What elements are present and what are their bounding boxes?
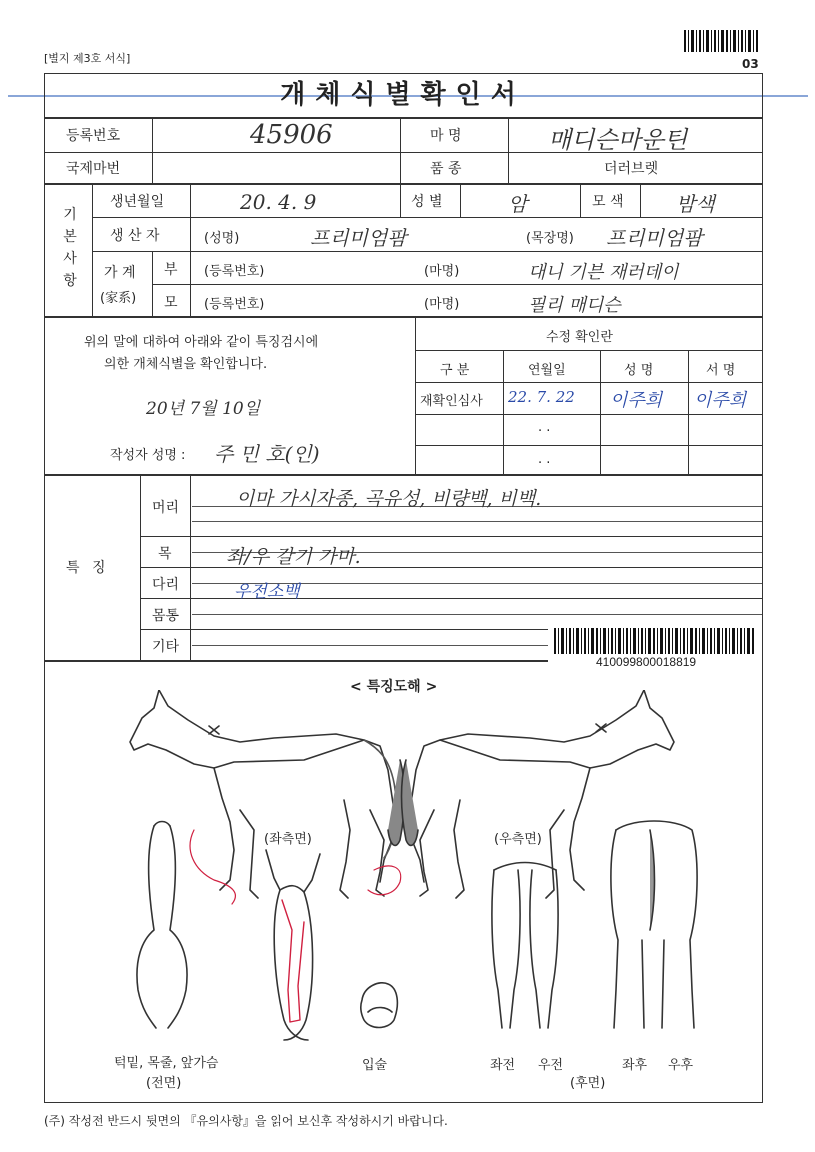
reg-no-value: 45906 <box>250 120 333 150</box>
horse-diagram <box>44 690 762 1100</box>
form-note: [별지 제3호 서식] <box>44 52 131 65</box>
sire-name-label: (마명) <box>424 264 460 279</box>
dam-reg-label: (등록번호) <box>204 297 265 312</box>
lips-icon <box>361 983 398 1028</box>
revision-row1-date: 22. 7. 22 <box>508 388 575 406</box>
head-value: 이마 가시자종, 곡유성, 비량백, 비백. <box>236 488 542 510</box>
statement-line1: 위의 말에 대하여 아래와 같이 특징검시에 <box>84 335 319 350</box>
dam-name-label: (마명) <box>424 297 460 312</box>
features-section-label: 특 징 <box>66 560 110 576</box>
revision-header-sign: 서 명 <box>706 363 736 378</box>
birth-label: 생년월일 <box>110 194 165 210</box>
front-sub-caption: (전면) <box>146 1076 182 1091</box>
farm-value: 프리미엄팜 <box>606 226 703 250</box>
breed-value: 더러브렛 <box>604 161 659 177</box>
front-caption: 턱밑, 목줄, 앞가슴 <box>114 1056 219 1071</box>
revision-row1-name: 이주희 <box>610 390 663 411</box>
farm-label: (목장명) <box>526 231 574 246</box>
diagram-title: < 특징도해 > <box>350 679 438 695</box>
dam-label: 모 <box>164 295 178 311</box>
other-label: 기타 <box>152 639 180 655</box>
page-number: 03 <box>742 57 759 71</box>
sire-reg-label: (등록번호) <box>204 264 265 279</box>
revision-header-name: 성 명 <box>624 363 654 378</box>
left-side-caption: (좌측면) <box>264 832 312 847</box>
right-hind-caption: 우후 <box>668 1058 694 1073</box>
sex-label: 성 별 <box>411 194 443 210</box>
producer-name-value: 프리미엄팜 <box>310 226 407 250</box>
body-label: 몸통 <box>152 608 180 624</box>
sire-name-value: 대니 기븐 재러데이 <box>528 262 679 283</box>
lips-caption: 입술 <box>362 1058 388 1073</box>
legs-label: 다리 <box>152 577 180 593</box>
revision-title: 수정 확인란 <box>546 330 613 345</box>
horse-name-value: 매디슨마운틴 <box>548 126 688 154</box>
writer-signature: 주 민 호(인) <box>214 442 320 466</box>
revision-header-type: 구 분 <box>440 363 470 378</box>
sire-label: 부 <box>164 262 178 278</box>
barcode-sticker <box>548 622 762 670</box>
page-title: 개체식별확인서 <box>280 80 526 110</box>
revision-row2-date: . . <box>538 420 551 435</box>
sex-value: 암 <box>508 192 528 216</box>
lineage-label: 가 계 <box>104 265 136 281</box>
right-side-caption: (우측면) <box>494 832 542 847</box>
producer-label: 생 산 자 <box>110 228 160 244</box>
hind-view-icon <box>611 821 697 1028</box>
lineage-hanja: (家系) <box>100 291 137 306</box>
head-front-icon <box>266 850 320 1040</box>
reg-no-label: 등록번호 <box>66 128 121 144</box>
breed-label: 품 종 <box>430 161 462 177</box>
barcode-top-icon <box>684 30 758 52</box>
revision-row1-type: 재확인심사 <box>420 394 483 409</box>
head-label: 머리 <box>152 500 180 516</box>
front-view-horse-icon <box>137 822 187 1029</box>
color-value: 밤색 <box>676 192 715 216</box>
horse-name-label: 마 명 <box>430 128 462 144</box>
neck-value: 좌/우 갈기 가마. <box>226 546 361 568</box>
left-side-horse-icon <box>130 690 405 898</box>
neck-label: 목 <box>158 546 172 562</box>
confirmation-date: 20년 7월 10일 <box>146 399 261 419</box>
rear-sub-caption: (후면) <box>570 1076 606 1091</box>
dam-name-value: 필리 매디슨 <box>528 295 621 316</box>
legs-value: 우전소백 <box>234 582 300 602</box>
writer-label: 작성자 성명 : <box>110 448 186 463</box>
barcode-icon <box>554 628 754 654</box>
barcode-number: 410099800018819 <box>596 655 697 669</box>
right-side-horse-icon <box>402 690 675 898</box>
revision-header-date: 연월일 <box>528 363 566 378</box>
fore-legs-icon <box>492 863 558 1029</box>
revision-row1-sign: 이주희 <box>694 390 747 411</box>
birth-value: 20. 4. 9 <box>240 190 317 214</box>
left-fore-caption: 좌전 <box>490 1058 516 1073</box>
color-label: 모 색 <box>592 194 624 210</box>
intl-no-label: 국제마번 <box>66 161 121 177</box>
basic-section-label: 기 본 사 항 <box>63 207 77 289</box>
statement-line2: 의한 개체식별을 확인합니다. <box>104 357 268 372</box>
left-hind-caption: 좌후 <box>622 1058 648 1073</box>
producer-name-label: (성명) <box>204 231 240 246</box>
revision-row3-date: . . <box>538 452 551 467</box>
footer-note: (주) 작성전 반드시 뒷면의 『유의사항』을 읽어 보신후 작성하시기 바랍니다. <box>44 1114 448 1128</box>
right-fore-caption: 우전 <box>538 1058 564 1073</box>
